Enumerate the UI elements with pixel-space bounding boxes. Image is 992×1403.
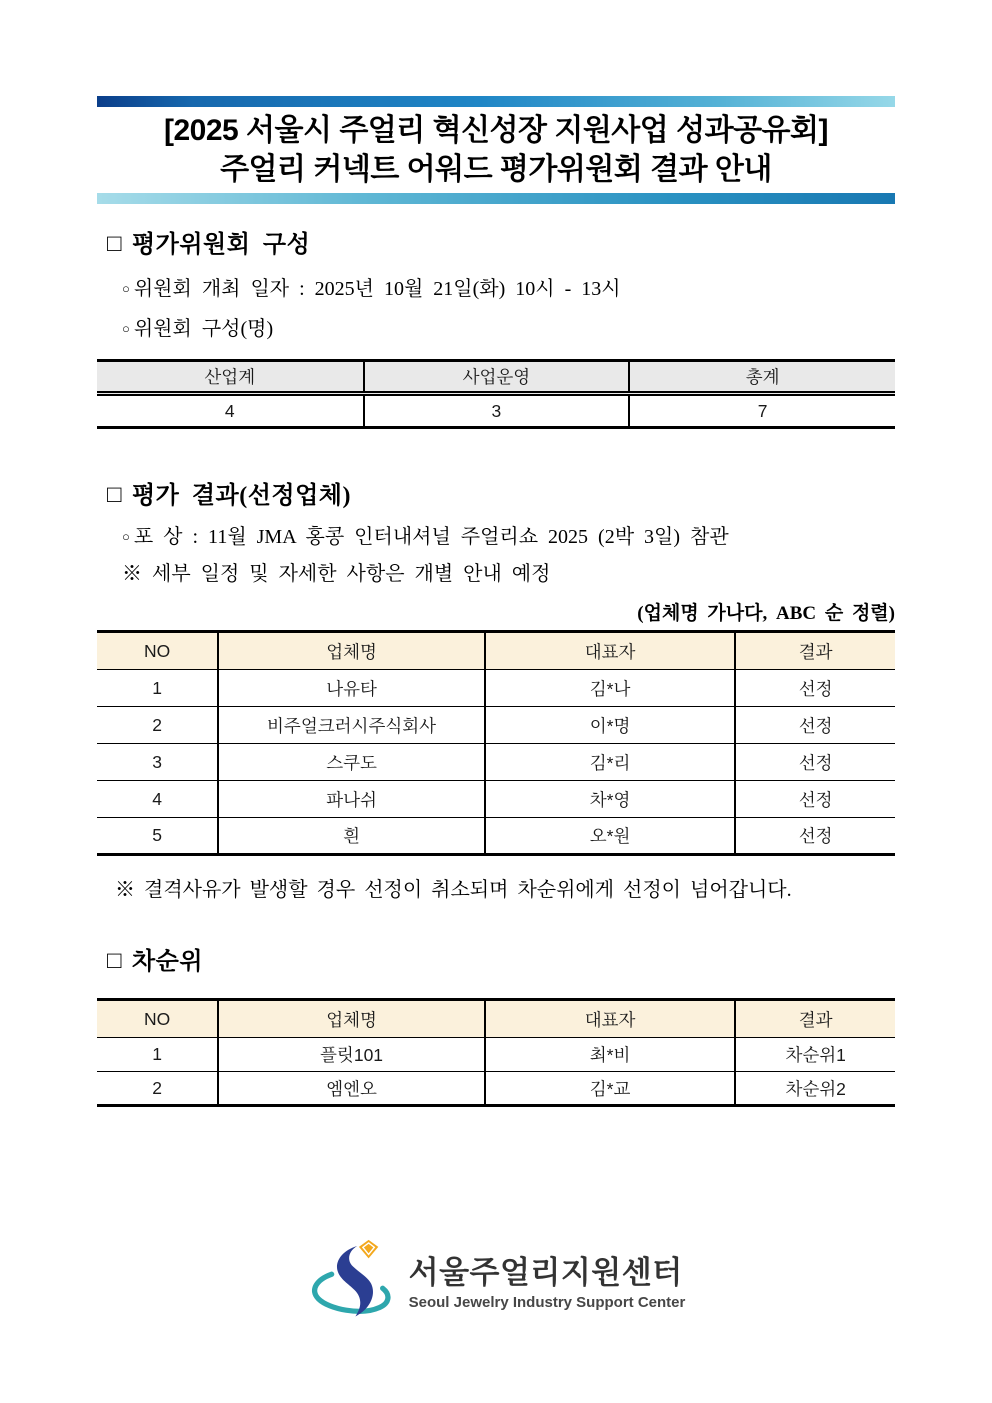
result-value: 선정 (735, 818, 895, 855)
industry-count: 4 (224, 400, 235, 421)
result-value: 선정 (735, 781, 895, 818)
result-value: 차순위2 (735, 1072, 895, 1106)
company-name: 흰 (218, 818, 485, 855)
runnerup-section-heading (107, 947, 895, 977)
table-row (97, 394, 895, 428)
results-heading-text: 평가 결과(선정업체) (132, 483, 351, 509)
committee-date-bullet (122, 276, 895, 302)
row-no: 5 (97, 818, 218, 855)
company-name: 비주얼크러시주식회사 (218, 707, 485, 744)
table-row (97, 818, 895, 855)
result-value: 차순위1 (735, 1038, 895, 1072)
committee-date-text: 위원회 개최 일자 : 2025년 10월 21일(화) 10시 - 13시 (133, 278, 621, 300)
square-bullet-icon: □ (107, 482, 122, 508)
footer-logo (97, 1239, 895, 1327)
detail-schedule-note: ※ 세부 일정 및 자세한 사항은 개별 안내 예정 (122, 563, 551, 585)
sort-order-note: (업체명 가나다, ABC 순 정렬) (637, 603, 895, 624)
company-name: 엠엔오 (218, 1072, 485, 1106)
table-row (97, 707, 895, 744)
table-header-row (97, 1000, 895, 1038)
column-header-result: 결과 (735, 632, 895, 670)
ceo-name: 김*나 (485, 670, 736, 707)
table-row (97, 670, 895, 707)
prize-text: 포 상 : 11월 JMA 홍콩 인터내셔널 주얼리쇼 2025 (2박 3일) 참관 (133, 526, 729, 548)
results-section-heading (107, 481, 895, 511)
result-value: 선정 (735, 744, 895, 781)
committee-members-bullet (122, 316, 895, 342)
company-name: 나유타 (218, 670, 485, 707)
operation-count: 3 (364, 394, 630, 428)
ceo-name: 이*명 (485, 707, 736, 744)
ceo-name: 최*비 (485, 1038, 736, 1072)
prize-bullet (122, 524, 895, 550)
title-bottom-gradient-bar (97, 193, 895, 204)
row-no: 2 (97, 1072, 218, 1106)
company-name: 스쿠도 (218, 744, 485, 781)
result-value: 선정 (735, 707, 895, 744)
row-no: 1 (97, 1038, 218, 1072)
ceo-name: 김*교 (485, 1072, 736, 1106)
row-no: 3 (97, 744, 218, 781)
table-row (97, 744, 895, 781)
row-no: 1 (97, 670, 218, 707)
committee-section-heading (107, 230, 895, 260)
row-no: 2 (97, 707, 218, 744)
disqualification-note: ※ 결격사유가 발생할 경우 선정이 취소되며 차순위에게 선정이 넘어갑니다. (115, 879, 792, 901)
committee-heading-text: 평가위원회 구성 (132, 232, 311, 258)
result-value: 선정 (735, 670, 895, 707)
circle-bullet-icon: ○ (122, 321, 130, 336)
logo-korean-name: 서울주얼리지원센터 (408, 1254, 683, 1290)
table-row (97, 1038, 895, 1072)
column-header-no: NO (97, 1000, 218, 1038)
row-no: 4 (97, 781, 218, 818)
column-header-ceo: 대표자 (485, 632, 736, 670)
column-header-industry: 산업계 (97, 361, 364, 394)
table-row (97, 781, 895, 818)
logo-english-name: Seoul Jewelry Industry Support Center (408, 1293, 686, 1311)
table-header-row (97, 632, 895, 670)
column-header-total: 총계 (629, 361, 895, 394)
committee-count-table (97, 359, 895, 429)
ceo-name: 차*영 (485, 781, 736, 818)
total-count: 7 (629, 394, 895, 428)
document-title-line2: 주얼리 커넥트 어워드 평가위원회 결과 안내 (220, 153, 772, 186)
square-bullet-icon: □ (107, 231, 122, 257)
title-top-gradient-bar (97, 96, 895, 107)
column-header-operation: 사업운영 (364, 361, 630, 394)
column-header-company: 업체명 (218, 632, 485, 670)
company-name: 플릿101 (218, 1038, 485, 1072)
runnerup-heading-text: 차순위 (132, 949, 204, 975)
table-row (97, 1072, 895, 1106)
ceo-name: 오*원 (485, 818, 736, 855)
table-header-row (97, 361, 895, 394)
column-header-ceo: 대표자 (485, 1000, 736, 1038)
runnerup-table (97, 998, 895, 1107)
company-name: 파나쉬 (218, 781, 485, 818)
circle-bullet-icon: ○ (122, 281, 130, 296)
column-header-company: 업체명 (218, 1000, 485, 1038)
selected-companies-table (97, 630, 895, 856)
column-header-no: NO (97, 632, 218, 670)
column-header-result: 결과 (735, 1000, 895, 1038)
title-block (97, 96, 895, 204)
circle-bullet-icon: ○ (122, 529, 130, 544)
document-title-line1: [2025 서울시 주얼리 혁신성장 지원사업 성과공유회] (163, 114, 828, 147)
ceo-name: 김*리 (485, 744, 736, 781)
committee-members-text: 위원회 구성(명) (133, 318, 274, 340)
square-bullet-icon: □ (107, 948, 122, 974)
jewelry-center-logo-icon (307, 1239, 395, 1327)
